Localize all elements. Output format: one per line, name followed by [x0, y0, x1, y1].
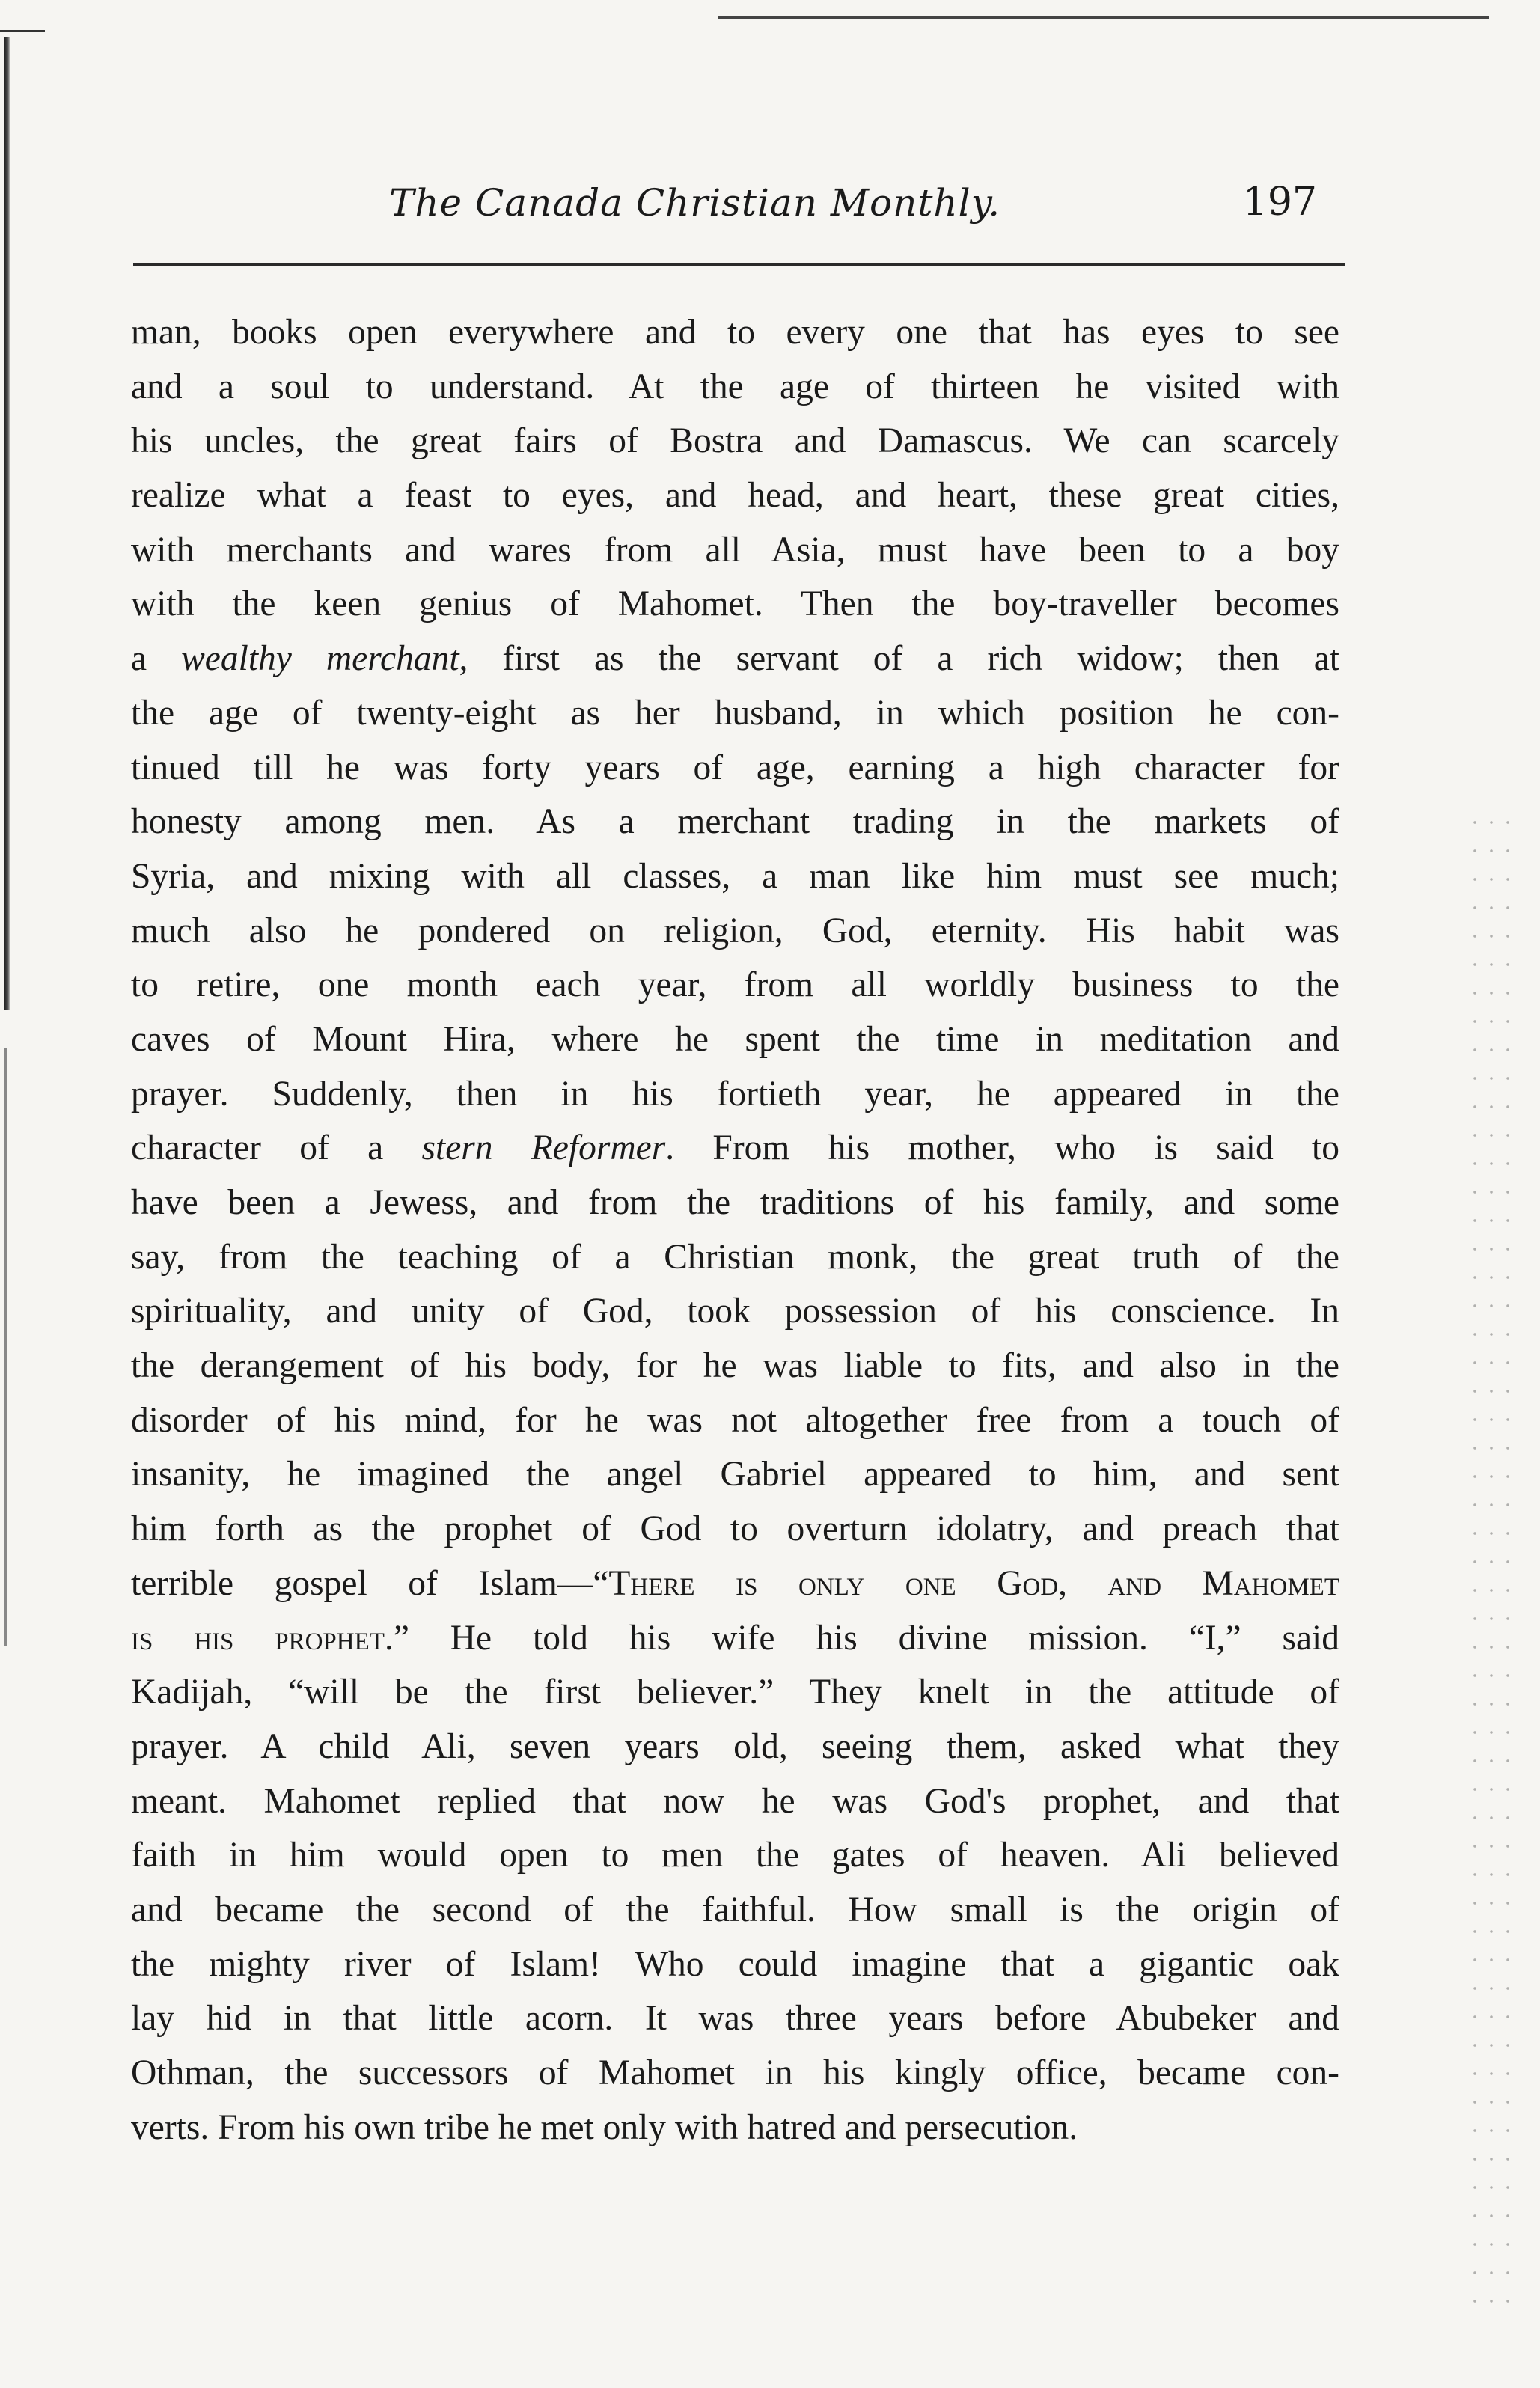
scan-corner-mark — [0, 30, 45, 32]
text-line — [131, 1230, 1339, 1285]
text-line — [131, 1284, 1339, 1339]
text-line — [131, 414, 1339, 468]
text-line — [131, 1121, 1339, 1176]
text-line — [131, 1339, 1339, 1393]
text-line — [131, 2046, 1339, 2101]
text-line — [131, 360, 1339, 415]
text-line — [131, 2101, 1339, 2155]
text-run: insanity, he imagined the angel Gabriel appeared to him, and sent — [131, 1455, 1339, 1494]
text-run: terrible gospel of Islam—“ — [131, 1563, 609, 1603]
text-run: a — [131, 639, 182, 679]
text-run: lay hid in that little acorn. It was three years before Abubeker and — [131, 1999, 1339, 2039]
text-run: have been a Jewess, and from the traditions of his family, and some — [131, 1183, 1339, 1222]
text-run: Syria, and mixing with all classes, a man like him must see much; — [131, 856, 1339, 896]
body-paragraph — [131, 305, 1339, 2155]
running-title: The Canada Christian Monthly. — [389, 181, 1001, 225]
text-line — [131, 305, 1339, 360]
text-run: to retire, one month each year, from all worldly business to the — [131, 965, 1339, 1005]
text-run: disorder of his mind, for he was not altogether free from a touch of — [131, 1400, 1339, 1440]
header-rule — [133, 263, 1345, 266]
text-line — [131, 741, 1339, 796]
text-line — [131, 795, 1339, 849]
text-line — [131, 632, 1339, 686]
text-run: There is only one God, and Mahomet — [608, 1563, 1339, 1603]
text-line — [131, 1665, 1339, 1720]
text-run: character of a — [131, 1129, 422, 1168]
text-line — [131, 577, 1339, 632]
text-run: wealthy merchant — [181, 639, 459, 679]
text-run: . From his mother, who is said to — [665, 1129, 1339, 1168]
text-line — [131, 1502, 1339, 1557]
text-run: Othman, the successors of Mahomet in his kingly office, became con- — [131, 2053, 1339, 2092]
scan-left-edge-lower — [4, 1048, 7, 1646]
text-line — [131, 1067, 1339, 1122]
text-line — [131, 904, 1339, 959]
text-run: tinued till he was forty years of age, earning a high character for — [131, 748, 1339, 787]
text-run: and a soul to understand. At the age of thirteen he visited with — [131, 367, 1339, 406]
text-line — [131, 1937, 1339, 1992]
text-run: is his prophet — [131, 1618, 385, 1658]
text-line — [131, 1991, 1339, 2046]
page-number: 197 — [1242, 180, 1317, 225]
text-run: spirituality, and unity of God, took possession of his conscience. In — [131, 1292, 1339, 1331]
text-run: with the keen genius of Mahomet. Then the boy-traveller becomes — [131, 584, 1339, 624]
text-line — [131, 1557, 1339, 1611]
text-line — [131, 1720, 1339, 1774]
text-line — [131, 1013, 1339, 1067]
text-run: his uncles, the great fairs of Bostra and Damascus. We can scarcely — [131, 421, 1339, 461]
text-run: much also he pondered on religion, God, eternity. His habit was — [131, 911, 1339, 950]
text-run: with merchants and wares from all Asia, must have been to a boy — [131, 530, 1339, 569]
text-run: honesty among men. As a merchant trading in the markets of — [131, 802, 1339, 842]
text-run: the age of twenty-eight as her husband, in which position he con- — [131, 693, 1339, 733]
text-run: Kadijah, “will be the first believer.” They knelt in the attitude of — [131, 1673, 1339, 1712]
text-run: and became the second of the faithful. How small is the origin of — [131, 1890, 1339, 1929]
text-line — [131, 1828, 1339, 1883]
text-run: stern Reformer — [421, 1129, 666, 1168]
text-run: caves of Mount Hira, where he spent the time in meditation and — [131, 1019, 1339, 1059]
text-run: him forth as the prophet of God to overturn idolatry, and preach that — [131, 1509, 1339, 1549]
text-line — [131, 1774, 1339, 1829]
text-run: .” He told his wife his divine mission. “I,” said — [384, 1618, 1339, 1658]
text-run: man, books open everywhere and to every one that has eyes to see — [131, 313, 1339, 352]
text-run: verts. From his own tribe he met only with hatred and persecution. — [131, 2107, 1078, 2147]
text-line — [131, 1393, 1339, 1448]
running-header — [224, 174, 1332, 241]
text-run: realize what a feast to eyes, and head, and heart, these great cities, — [131, 476, 1339, 516]
text-line — [131, 1447, 1339, 1502]
text-line — [131, 523, 1339, 578]
text-run: the derangement of his body, for he was liable to fits, and also in the — [131, 1346, 1339, 1386]
text-line — [131, 686, 1339, 741]
text-line — [131, 958, 1339, 1013]
text-line — [131, 849, 1339, 904]
text-run: the mighty river of Islam! Who could imagine that a gigantic oak — [131, 1944, 1339, 1984]
text-run: prayer. A child Ali, seven years old, seeing them, asked what they — [131, 1726, 1339, 1766]
text-run: meant. Mahomet replied that now he was God's prophet, and that — [131, 1781, 1339, 1821]
text-line — [131, 1883, 1339, 1937]
margin-speckle — [1467, 808, 1512, 2305]
scan-top-rule — [718, 16, 1489, 19]
text-line — [131, 1176, 1339, 1230]
text-run: say, from the teaching of a Christian monk, the great truth of the — [131, 1237, 1339, 1277]
text-line — [131, 1611, 1339, 1666]
text-run: , first as the servant of a rich widow; then at — [459, 639, 1339, 679]
text-run: faith in him would open to men the gates of heaven. Ali believed — [131, 1836, 1339, 1875]
text-run: prayer. Suddenly, then in his fortieth year, he appeared in the — [131, 1074, 1339, 1114]
text-line — [131, 468, 1339, 523]
scan-left-edge — [4, 37, 10, 1010]
